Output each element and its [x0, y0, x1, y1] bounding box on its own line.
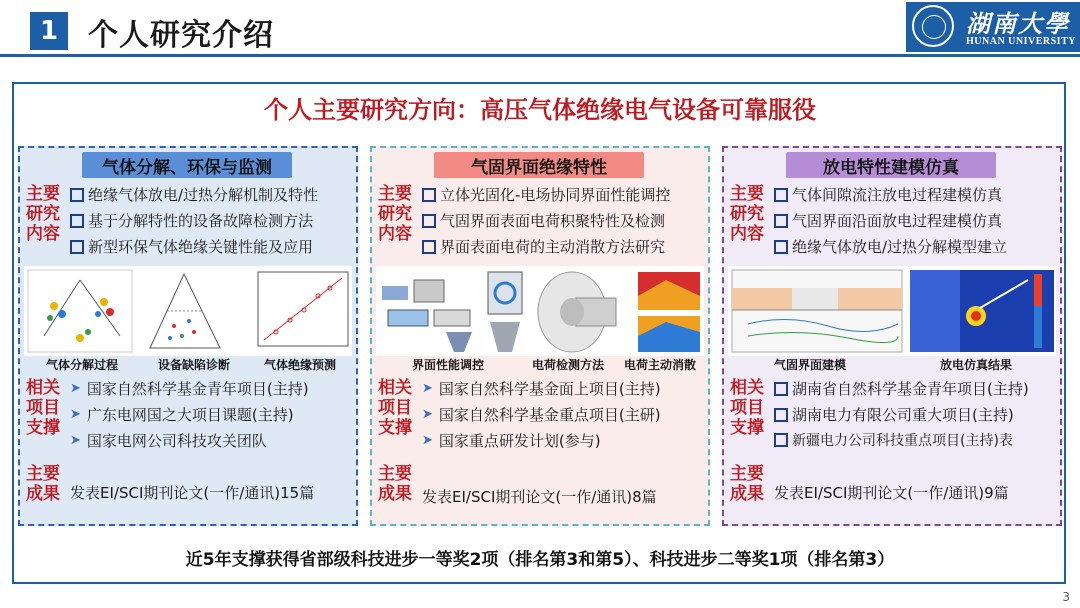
project-item: ➤ 国家自然科学基金重点项目(主研) — [422, 406, 661, 424]
logo-chinese-name: 湖南大學 — [966, 9, 1070, 38]
page-title: 个人研究介绍 — [88, 18, 274, 53]
content-label: 主要 研究 内容 — [26, 184, 60, 244]
figure-caption: 设备缺陷诊断 — [158, 358, 231, 372]
result-text: 发表EI/SCI期刊论文(一作/通讯)8篇 — [422, 488, 657, 506]
content-item: 气固界面沿面放电过程建模仿真 — [774, 210, 1002, 231]
project-label: 相关 项目 支撑 — [378, 378, 412, 438]
result-text: 发表EI/SCI期刊论文(一作/通讯)15篇 — [70, 484, 315, 502]
figure-captions — [724, 356, 1060, 374]
research-figures-image — [376, 266, 704, 356]
figure-caption: 放电仿真结果 — [940, 358, 1013, 372]
content-item: 气体间隙流注放电过程建模仿真 — [774, 184, 1002, 205]
content-item: 新型环保气体绝缘关键性能及应用 — [70, 236, 313, 257]
figure-caption: 气体绝缘预测 — [264, 358, 337, 372]
project-item: ➤ 国家电网公司科技攻关团队 — [70, 432, 267, 450]
figure-strip — [24, 266, 352, 356]
project-item: 湖南电力有限公司重大项目(主持) — [774, 404, 1014, 425]
research-figures-image — [728, 266, 1056, 356]
panel-title: 气体分解、环保与监测 — [82, 152, 292, 178]
result-label: 主要 成果 — [730, 464, 764, 504]
section-number: 1 — [30, 12, 68, 50]
content-item: 界面表面电荷的主动消散方法研究 — [422, 236, 665, 257]
project-item: ➤ 国家自然科学基金面上项目(主持) — [422, 380, 661, 398]
panel-discharge-simulation — [722, 146, 1062, 526]
content-item: 绝缘气体放电/过热分解模型建立 — [774, 236, 1007, 257]
awards-summary: 近5年支撑获得省部级科技进步一等奖2项（排名第3和第5）、科技进步二等奖1项（排名第3） — [185, 550, 895, 570]
panel-title: 放电特性建模仿真 — [786, 152, 996, 178]
figure-caption: 界面性能调控 — [412, 358, 485, 372]
figure-strip — [728, 266, 1056, 356]
panel-title: 气固界面绝缘特性 — [434, 152, 644, 178]
project-label: 相关 项目 支撑 — [730, 378, 764, 438]
content-label: 主要 研究 内容 — [730, 184, 764, 244]
project-item: ➤ 国家自然科学基金青年项目(主持) — [70, 380, 309, 398]
logo-english-name: HUNAN UNIVERSITY — [966, 36, 1076, 47]
project-item: 新疆电力公司科技重点项目(主持)表 — [774, 430, 1013, 450]
figure-caption: 气固界面建模 — [774, 358, 847, 372]
result-label: 主要 成果 — [378, 464, 412, 504]
project-item: ➤ 广东电网国之大项目课题(主持) — [70, 406, 294, 424]
figure-strip — [376, 266, 704, 356]
panel-gas-solid-interface — [370, 146, 710, 526]
project-item: 湖南省自然科学基金青年项目(主持) — [774, 378, 1029, 399]
figure-captions — [372, 356, 708, 374]
panel-gas-decomposition — [18, 146, 358, 526]
content-item: 立体光固化-电场协同界面性能调控 — [422, 184, 670, 205]
header-divider — [0, 54, 1080, 57]
main-title: 个人主要研究方向：高压气体绝缘电气设备可靠服役 — [264, 96, 816, 124]
university-logo — [906, 2, 1080, 52]
content-label: 主要 研究 内容 — [378, 184, 412, 244]
content-item: 绝缘气体放电/过热分解机制及特性 — [70, 184, 318, 205]
figure-caption: 气体分解过程 — [46, 358, 119, 372]
university-seal-icon — [912, 5, 954, 47]
result-text: 发表EI/SCI期刊论文(一作/通讯)9篇 — [774, 484, 1009, 502]
content-item: 基于分解特性的设备故障检测方法 — [70, 210, 313, 231]
content-item: 气固界面表面电荷积聚特性及检测 — [422, 210, 665, 231]
figure-caption: 电荷主动消散 — [624, 358, 697, 372]
project-item: ➤ 国家重点研发计划(参与) — [422, 432, 601, 450]
research-figures-image — [24, 266, 352, 356]
figure-captions — [20, 356, 356, 374]
result-label: 主要 成果 — [26, 464, 60, 504]
figure-caption: 电荷检测方法 — [532, 358, 605, 372]
project-label: 相关 项目 支撑 — [26, 378, 60, 438]
page-number: 3 — [1062, 590, 1070, 604]
